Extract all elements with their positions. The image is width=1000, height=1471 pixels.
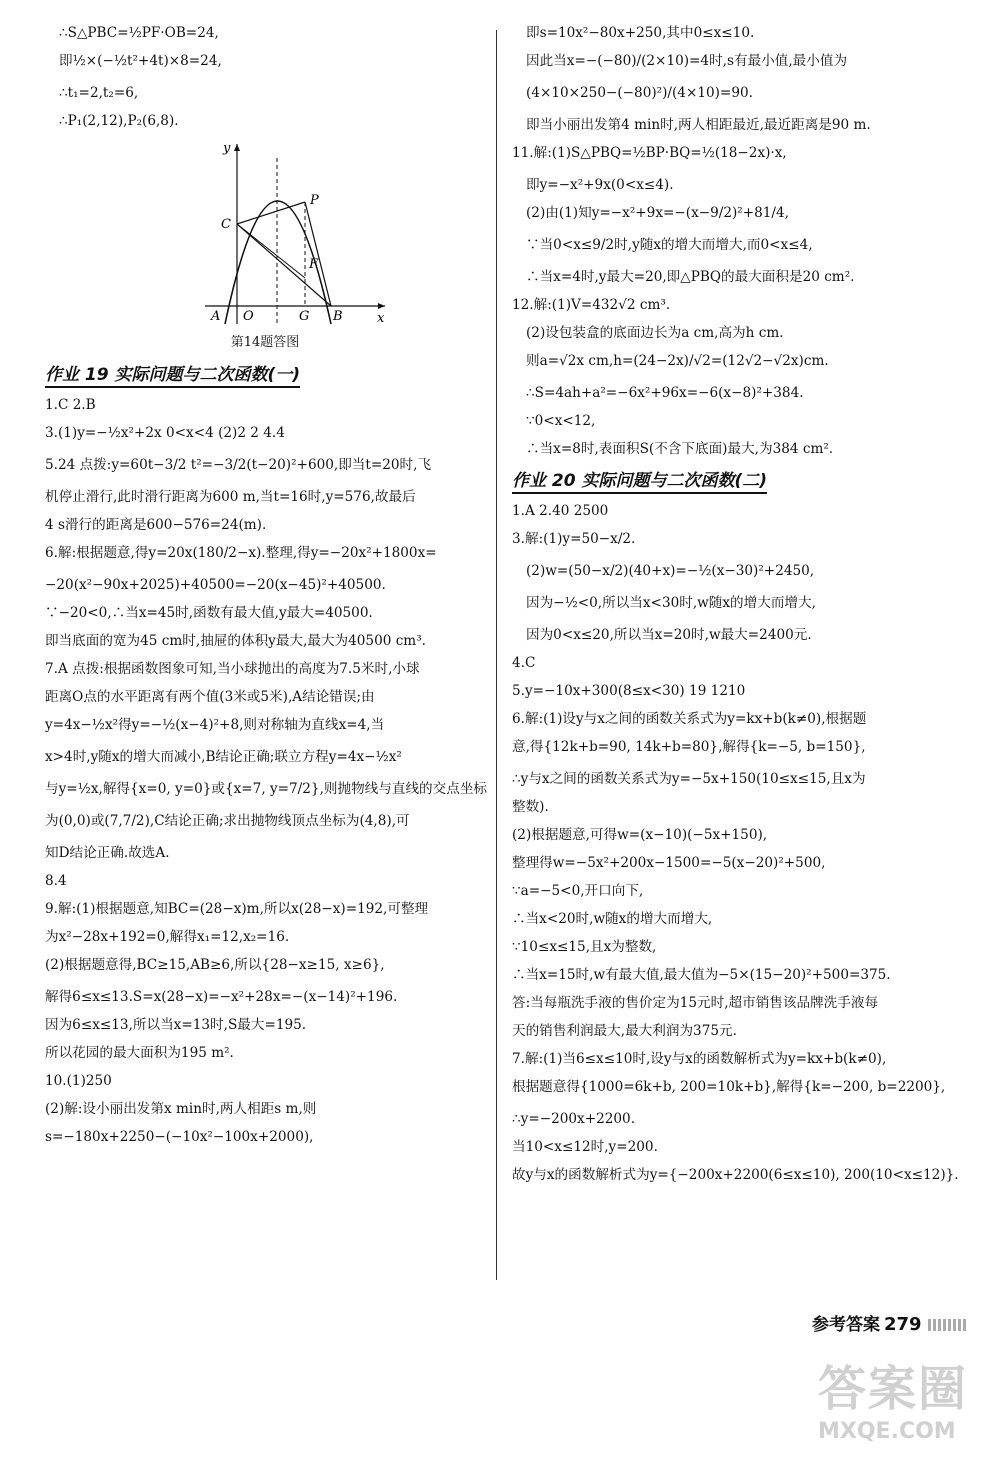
label-p: P xyxy=(310,193,319,208)
text-line: (4×10×250−(−80)²)/(4×10)=90. xyxy=(526,85,753,101)
text-line: 根据题意得{1000=6k+b, 200=10k+b},解得{k=−200, b=2200}, xyxy=(512,1079,946,1095)
label-a: A xyxy=(211,309,221,324)
text-line: 因为6≤x≤13,所以当x=13时,S最大=195. xyxy=(45,1017,307,1033)
text-line: −20(x²−90x+2025)+40500=−20(x−45)²+40500. xyxy=(45,577,386,593)
decorative-bars xyxy=(928,1319,968,1331)
text-line: 因此当x=−(−80)/(2×10)=4时,s有最小值,最小值为 xyxy=(526,53,848,69)
text-line: ∴t₁=2,t₂=6, xyxy=(59,85,139,101)
text-line: 故y与x的函数解析式为y={−200x+2200(6≤x≤10), 200(10<x≤12)}. xyxy=(512,1167,959,1183)
label-g: G xyxy=(299,309,310,324)
text-line: 则a=√2x cm,h=(24−2x)/√2=(12√2−√2x)cm. xyxy=(526,353,829,369)
text-line: 即y=−x²+9x(0<x≤4). xyxy=(526,177,674,193)
text-line: ∵当0<x≤9/2时,y随x的增大而增大,而0<x≤4, xyxy=(526,237,813,253)
text-line: 3.(1)y=−½x²+2x 0<x<4 (2)2 2 4.4 xyxy=(45,425,285,441)
text-line: 知D结论正确.故选A. xyxy=(45,845,170,861)
section-prefix: 作业 xyxy=(512,471,546,491)
section-heading-20 xyxy=(512,470,957,492)
text-line: 8.4 xyxy=(45,873,67,889)
text-line: ∴P₁(2,12),P₂(6,8). xyxy=(59,113,179,129)
text-line: 整数). xyxy=(512,799,549,815)
text-line: 即½×(−½t²+4t)×8=24, xyxy=(59,53,222,69)
text-line: 1.C 2.B xyxy=(45,397,96,413)
parabola-diagram xyxy=(195,138,395,328)
watermark-logo xyxy=(818,1350,988,1460)
text-line: ∴当x<20时,w随x的增大而增大, xyxy=(512,911,713,927)
text-line: 整理得w=−5x²+200x−1500=−5(x−20)²+500, xyxy=(512,855,826,871)
text-line: ∴S=4ah+a²=−6x²+96x=−6(x−8)²+384. xyxy=(526,385,804,401)
text-line: 5.24 点拨:y=60t−3/2 t²=−3/2(t−20)²+600,即当t=20时,飞 xyxy=(45,457,432,473)
text-line: 4.C xyxy=(512,655,536,671)
text-line: 为(0,0)或(7,7/2),C结论正确;求出抛物线顶点坐标为(4,8),可 xyxy=(45,813,410,829)
text-line: ∴当x=4时,y最大=20,即△PBQ的最大面积是20 cm². xyxy=(526,269,855,285)
text-line: 即s=10x²−80x+250,其中0≤x≤10. xyxy=(526,25,755,41)
text-line: ∴y=−200x+2200. xyxy=(512,1111,636,1127)
label-c: C xyxy=(221,217,231,232)
label-y: y xyxy=(223,141,231,156)
left-column xyxy=(45,22,488,1154)
text-line: 与y=½x,解得{x=0, y=0}或{x=7, y=7/2},则抛物线与直线的交点坐标 xyxy=(45,781,488,797)
line-cf xyxy=(237,224,305,278)
text-line: 5.y=−10x+300(8≤x<30) 19 1210 xyxy=(512,683,746,699)
text-line: 为x²−28x+192=0,解得x₁=12,x₂=16. xyxy=(45,929,290,945)
text-line: (2)解:设小丽出发第x min时,两人相距s m,则 xyxy=(45,1101,317,1117)
text-line: (2)根据题意,可得w=(x−10)(−5x+150), xyxy=(512,827,768,843)
page-number: 279 xyxy=(884,1314,922,1335)
section-title: 实际问题与二次函数(一) xyxy=(114,365,301,385)
text-line: (2)设包装盒的底面边长为a cm,高为h cm. xyxy=(526,325,784,341)
footer-label: 参考答案 xyxy=(812,1315,880,1335)
text-line: ∵−20<0,∴当x=45时,函数有最大值,y最大=40500. xyxy=(45,605,373,621)
text-line: 当10<x≤12时,y=200. xyxy=(512,1139,658,1155)
text-line: ∵0<x<12, xyxy=(526,413,596,429)
y-axis-arrow xyxy=(234,144,240,151)
section-prefix: 作业 xyxy=(45,365,79,385)
text-line: ∵10≤x≤15,且x为整数, xyxy=(512,939,657,955)
page-footer xyxy=(812,1310,968,1335)
watermark-url: MXQE.COM xyxy=(818,1419,956,1444)
text-line: (2)w=(50−x/2)(40+x)=−½(x−30)²+2450, xyxy=(526,563,815,579)
text-line: 11.解:(1)S△PBQ=½BP·BQ=½(18−2x)·x, xyxy=(512,145,787,161)
text-line: 7.解:(1)当6≤x≤10时,设y与x的函数解析式为y=kx+b(k≠0), xyxy=(512,1051,887,1067)
text-line: ∴当x=15时,w有最大值,最大值为−5×(15−20)²+500=375. xyxy=(512,967,891,983)
text-line: 1.A 2.40 2500 xyxy=(512,503,609,519)
text-line: (2)由(1)知y=−x²+9x=−(x−9/2)²+81/4, xyxy=(526,205,789,221)
text-line: 12.解:(1)V=432√2 cm³. xyxy=(512,297,671,313)
section-number: 20 xyxy=(551,471,576,491)
text-line: 6.解:根据题意,得y=20x(180/2−x).整理,得y=−20x²+1800x= xyxy=(45,545,437,561)
label-x: x xyxy=(377,311,385,326)
text-line: 解得6≤x≤13.S=x(28−x)=−x²+28x=−(x−14)²+196. xyxy=(45,989,398,1005)
text-line: 9.解:(1)根据题意,知BC=(28−x)m,所以x(28−x)=192,可整理 xyxy=(45,901,429,917)
text-line: 意,得{12k+b=90, 14k+b=80},解得{k=−5, b=150}, xyxy=(512,739,866,755)
text-line: 答:当每瓶洗手液的售价定为15元时,超市销售该品牌洗手液每 xyxy=(512,995,879,1011)
x-axis-arrow xyxy=(378,303,385,309)
text-line: 因为−½<0,所以当x<30时,w随x的增大而增大, xyxy=(526,595,816,611)
text-line: 10.(1)250 xyxy=(45,1073,112,1089)
section-number: 19 xyxy=(84,365,109,385)
column-divider xyxy=(496,30,497,1280)
text-line: 6.解:(1)设y与x之间的函数关系式为y=kx+b(k≠0),根据题 xyxy=(512,711,867,727)
text-line: ∵a=−5<0,开口向下, xyxy=(512,883,644,899)
label-f: F xyxy=(309,257,319,272)
watermark-text: 答案圈 xyxy=(818,1361,969,1417)
text-line: ∴S△PBC=½PF·OB=24, xyxy=(59,25,219,41)
text-line: 所以花园的最大面积为195 m². xyxy=(45,1045,234,1061)
right-column xyxy=(512,22,957,1196)
text-line: 7.A 点拨:根据函数图象可知,当小球抛出的高度为7.5米时,小球 xyxy=(45,661,420,677)
text-line: s=−180x+2250−(−10x²−100x+2000), xyxy=(45,1129,314,1145)
text-line: 即当小丽出发第4 min时,两人相距最近,最近距离是90 m. xyxy=(526,117,871,133)
text-line: ∴当x=8时,表面积S(不含下底面)最大,为384 cm². xyxy=(526,441,834,457)
text-line: 4 s滑行的距离是600−576=24(m). xyxy=(45,517,267,533)
section-title: 实际问题与二次函数(二) xyxy=(581,471,768,491)
parabola-figure xyxy=(195,138,395,328)
line-pb xyxy=(305,202,331,306)
label-o: O xyxy=(243,309,254,324)
label-b: B xyxy=(333,309,343,324)
figure-caption: 第14题答图 xyxy=(230,335,300,350)
text-line: 即当底面的宽为45 cm时,抽屉的体积y最大,最大为40500 cm³. xyxy=(45,633,426,649)
section-heading-19 xyxy=(45,364,485,386)
text-line: ∴y与x之间的函数关系式为y=−5x+150(10≤x≤15,且x为 xyxy=(512,771,866,787)
text-line: y=4x−½x²得y=−½(x−4)²+8,则对称轴为直线x=4,当 xyxy=(45,717,385,733)
text-line: 因为0<x≤20,所以当x=20时,w最大=2400元. xyxy=(526,627,812,643)
text-line: 3.解:(1)y=50−x/2. xyxy=(512,531,636,547)
text-line: (2)根据题意得,BC≥15,AB≥6,所以{28−x≥15, x≥6}, xyxy=(45,957,385,973)
text-line: 天的销售利润最大,最大利润为375元. xyxy=(512,1023,737,1039)
text-line: x>4时,y随x的增大而减小,B结论正确;联立方程y=4x−½x² xyxy=(45,749,402,765)
text-line: 机停止滑行,此时滑行距离为600 m,当t=16时,y=576,故最后 xyxy=(45,489,416,505)
text-line: 距离O点的水平距离有两个值(3米或5米),A结论错误;由 xyxy=(45,689,375,705)
